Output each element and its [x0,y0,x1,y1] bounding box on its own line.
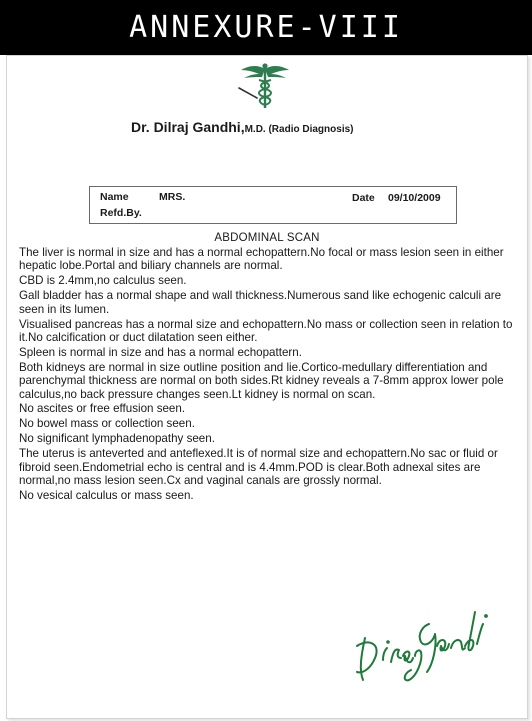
date-value: 09/10/2009 [388,192,441,204]
date-label: Date [352,192,375,204]
report-paragraph: No bowel mass or collection seen. [19,417,195,431]
report-paragraph: No vesical calculus or mass seen. [19,488,194,502]
referred-by-label: Refd.By. [100,207,142,219]
report-paragraph: CBD is 2.4mm,no calculus seen. [19,274,187,288]
doctor-name [131,119,354,135]
report-paragraph: The uterus is anteverted and anteflexed.It is of normal size and echopattern.No sac or fluid or fibroid seen.Endometrial echo is central and is 4.4mm.POD is clear.Both adnexal sites are normal,no mass lesion seen.Cx and vaginal canals are grossly normal. [19,447,498,487]
report-page [6,55,528,719]
report-paragraph: No significant lymphadenopathy seen. [19,432,215,446]
report-body [19,246,519,504]
name-value: MRS. [159,191,186,203]
report-title: ABDOMINAL SCAN [214,232,320,244]
report-paragraph: Gall bladder has a normal shape and wall thickness.Numerous sand like echogenic calculi are seen in its lumen. [19,289,502,316]
annexure-banner [0,0,532,55]
report-paragraph: The liver is normal in size and has a normal echopattern.No focal or mass lesion seen in either hepatic lobe.Portal and biliary channels are normal. [19,246,504,273]
report-paragraph: Both kidneys are normal in size outline position and lie.Cortico-medullary differentiation and parenchymal thickness are normal on both sides.Rt kidney reveals a 7-8mm approx lower pole calculus,no back pressure changes seen.Lt kidney is normal on scan. [19,360,504,401]
doctor-name-text: Dr. Dilraj Gandhi, [131,119,245,135]
report-paragraph: No ascites or free effusion seen. [19,402,186,416]
banner-title: ANNEXURE-VIII [129,10,403,45]
patient-details-box [89,186,457,224]
doctor-qualification: M.D. (Radio Diagnosis) [244,124,354,135]
caduceus-icon [235,60,295,110]
report-paragraph: Visualised pancreas has a normal size and echopattern.No mass or collection seen in relation to it.No calcification or duct dilatation seen either. [19,317,513,344]
name-label: Name [100,191,129,203]
doctor-signature [347,598,497,688]
report-paragraph: Spleen is normal in size and has a normal echopattern. [19,345,302,359]
